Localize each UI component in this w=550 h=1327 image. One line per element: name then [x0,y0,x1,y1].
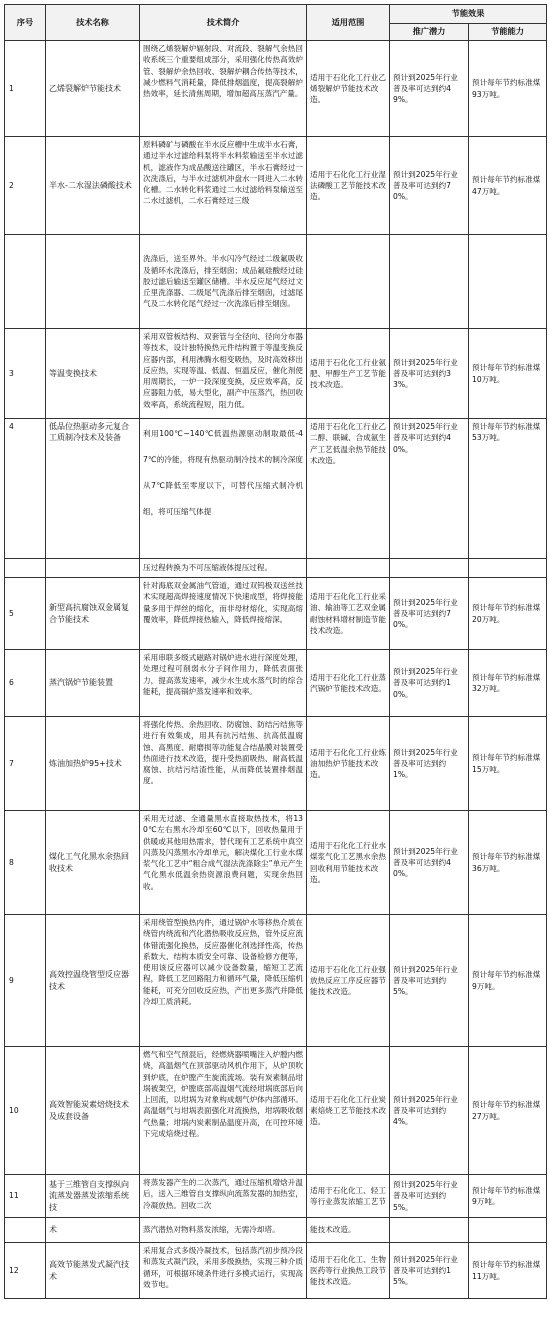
table-row [5,650,547,717]
row-capacity: 预计每年节约标准煤32万吨。 [469,650,547,717]
row-no: 6 [5,650,46,717]
row-tech-name: 新型高抗腐蚀双金属复合节能技术 [46,578,140,650]
row-capacity: 预计每年节约标准煤15万吨。 [469,717,547,811]
row-no: 1 [5,41,46,137]
table-row [5,915,547,1047]
table-row-continuation [5,559,547,578]
row-scope: 适用于石化化工行业氨肥、甲醇生产工艺节能技术改造。 [307,329,390,419]
row-no: 4 [5,419,46,559]
row-tech-name: 煤化工气化黑水余热回收技术 [46,811,140,915]
row-potential: 预计到2025年行业普及率可达到约15%。 [390,1243,469,1299]
row-scope: 适用于石化化工行业蒸汽锅炉节能技术改造。 [307,650,390,717]
row-tech-name: 高效控温绕管型反应器技术 [46,915,140,1047]
row-tech-intro: 采用串联多级式磁路对锅炉进水进行深度处理，处理过程可削弱水分子间作用力，降低表面张力，提高蒸发速率，减少水生成水蒸气时的综合能耗，提高锅炉蒸发速率和效率。 [140,650,307,717]
row-tech-intro: 将强化传热、余热回收、防腐蚀、防结污结焦等进行有效集成，用具有抗污结焦、抗高低温腐蚀、高黑度、耐磨损等功能复合结晶膜对装置受热面进行技术改造，提升受热面吸热、耐高低温腐蚀、抗结污结渣性能，从而降低装置排烟温度。 [140,717,307,811]
header-scope: 适用范围 [307,5,390,41]
row-tech-intro: 蒸汽潜热对物料蒸发浓缩，无需冷却塔。 [140,1218,307,1243]
row-tech-intro: 原料磷矿与磷酸在半水反应槽中生成半水石膏，通过半水过滤给料泵将半水料浆输送至半水过滤机，滤液作为成品酸送往罐区，半水石膏经过一次洗涤后，与半水过滤机冲盘水一同进入二水转化槽。二水转化料浆通过二水过滤给料泵输送至二水过滤机，二水石膏经过三级 [140,137,307,235]
row-tech-intro: 采用复合式多级冷凝技术，包括蒸汽初步预冷段和蒸发式凝汽段，采用多级换热，实现三种介质循环，可根据环境条件进行多模式运行，实现高效节电。 [140,1243,307,1299]
row-scope: 适用于石化化工、轻工等行业蒸发浓缩工艺节 [307,1175,390,1218]
row-no: 9 [5,915,46,1047]
header-no: 序号 [5,5,46,41]
row-tech-intro: 压过程转换为不可压缩液体提压过程。 [140,559,307,578]
row-potential: 预计到2025年行业普及率可达到约5%。 [390,915,469,1047]
row-scope: 适用于石化化工行业乙烯裂解炉节能技术改造。 [307,41,390,137]
row-capacity: 预计每年节约标准煤93万吨。 [469,41,547,137]
row-tech-name: 蒸汽锅炉节能装置 [46,650,140,717]
row-no: 3 [5,329,46,419]
row-potential: 预计到2025年行业普及率可达到约70%。 [390,578,469,650]
table-row [5,578,547,650]
table-row [5,717,547,811]
header-capacity: 节能能力 [469,24,547,41]
row-tech-name: 炼油加热炉95+技术 [46,717,140,811]
row-tech-name: 高效节能蒸发式凝汽技术 [46,1243,140,1299]
row-capacity: 预计每年节约标准煤9万吨。 [469,1175,547,1218]
row-tech-intro: 采用绕管型换热内件，通过锅炉水等移热介质在绕管内绕流和汽化潜热吸收反应热，管外反应流体错流强化换热，反应器催化剂选择性高，传热系数大、结构本质安全可靠、设备检修方便等，使用该反应器可以减少设备数量，缩短工艺流程，降低工艺回路阻力和循环气量，降低压缩机能耗，可充分回收反应热，产出更多蒸汽并降低冷却工质消耗。 [140,915,307,1047]
row-no: 11 [5,1175,46,1218]
row-scope: 能技术改造。 [307,1218,390,1243]
row-no: 12 [5,1243,46,1299]
row-tech-name: 术 [46,1218,140,1243]
row-no: 10 [5,1047,46,1175]
table-row [5,41,547,137]
row-tech-intro: 燃气和空气预混后，经燃烧器喷嘴注入炉膛内燃烧，高温烟气在顶部驱动风机作用下，从炉顶吹到炉底，在炉膛产生旋流流场。装有炭素制品坩埚被架空，炉膛底部高温烟气流经坩埚底部后向上回流，以坩埚为对象构成烟气炉体内部循环。高温烟气与坩埚表面强化对流换热，坩埚吸收烟气热量；坩埚内炭素制品温度升高，在可控环境下完成焙烧过程。 [140,1047,307,1175]
row-tech-name: 低品位热驱动多元复合工质制冷技术及装备 [46,419,140,559]
row-potential: 预计到2025年行业普及率可达到约40%。 [390,419,469,559]
row-tech-name: 等温变换技术 [46,329,140,419]
header-energy-effect: 节能效果 [390,5,547,24]
row-scope: 适用于石化化工行业炼油加热炉节能技术改造。 [307,717,390,811]
row-scope: 适用于石化化工行业乙二醇、联碱、合成氨生产工艺低温余热节能技术改造。 [307,419,390,559]
row-no: 5 [5,578,46,650]
row-scope: 适用于石化化工行业湿法磷酸工艺节能技术改造。 [307,137,390,235]
row-tech-name: 高效智能炭素焙烧技术及成套设备 [46,1047,140,1175]
table-row [5,1047,547,1175]
energy-saving-technology-table [4,4,547,1299]
row-tech-intro: 洗涤后，送至界外。半水闪冷气经过二级氟吸收及循环水洗涤后，排至烟囱；成品氟硅酸经过硅胶过滤后输送至罐区储槽。半水反应尾气经过文丘里洗涤器、二级尾气洗涤后排至烟囱，过滤尾气及二水转化尾气经过一次洗涤后排至烟囱。 [140,235,307,329]
row-capacity: 预计每年节约标准煤53万吨。 [469,419,547,559]
row-scope: 适用于石化化工行业强放热反应工序反应器节能技术改造。 [307,915,390,1047]
row-scope: 适用于石化化工行业炭素焙烧工艺节能技术改造。 [307,1047,390,1175]
row-potential: 预计到2025年行业普及率可达到约40%。 [390,811,469,915]
row-capacity: 预计每年节约标准煤9万吨。 [469,915,547,1047]
table-row [5,419,547,559]
row-scope: 适用于石化化工行业采油、输油等工艺双金属耐蚀材料增材制造节能技术改造。 [307,578,390,650]
row-tech-intro: 采用无过滤、全通量黑水直接取热技术，将130℃左右黑水冷却至60℃以下，回收热量用于供暖或其他用热需求，替代现有工艺系统中真空闪蒸及闪蒸黑水冷却单元，解决煤化工行业水煤浆气化工艺中“粗合成气湿法洗涤除尘”单元产生气化黑水低温余热资源浪费问题，实现余热回收。 [140,811,307,915]
row-potential: 预计到2025年行业普及率可达到约10%。 [390,650,469,717]
row-capacity: 预计每年节约标准煤47万吨。 [469,137,547,235]
header-tech-name: 技术名称 [46,5,140,41]
row-tech-intro: 围绕乙烯裂解炉辐射段、对流段、裂解气余热回收系统三个重要组成部分，采用强化传热高效炉管、裂解炉余热回收、裂解炉耦合传热等技术，减少燃料气消耗量，降低排烟温度，提高裂解炉热效率，延长清焦周期，增加超高压蒸汽产量。 [140,41,307,137]
row-capacity: 预计每年节约标准煤10万吨。 [469,329,547,419]
row-capacity: 预计每年节约标准煤27万吨。 [469,1047,547,1175]
table-row [5,811,547,915]
row-scope: 适用于石化化工、生物医药等行业换热工段节能技术改造。 [307,1243,390,1299]
row-potential: 预计到2025年行业普及率可达到约5%。 [390,1175,469,1218]
header-potential: 推广潜力 [390,24,469,41]
row-tech-intro: 针对海底双金属油气管道，通过双钨极双送丝技术实现超高焊接速度情况下快速成型，将焊接能量多用于焊丝的熔化，而非母材熔化，实现高熔覆效率，降低焊接热输入，降低焊接熔深。 [140,578,307,650]
table-row-continuation [5,1218,547,1243]
header-tech-intro: 技术简介 [140,5,307,41]
row-potential: 预计到2025年行业普及率可达到约1%。 [390,717,469,811]
row-tech-name: 乙烯裂解炉节能技术 [46,41,140,137]
row-capacity: 预计每年节约标准煤20万吨。 [469,578,547,650]
row-tech-intro: 利用100℃~140℃低温热源驱动制取最低-47℃的冷能，将现有热驱动制冷技术的制冷深度从7℃降低至零度以下，可替代压缩式制冷机组，将可压缩气体提 [140,419,307,559]
row-tech-intro: 将蒸发器产生的二次蒸汽，通过压缩机增焓升温后，送入三维管自支撑纵向流蒸发器的加热室，冷凝放热。回收二次 [140,1175,307,1218]
row-tech-intro: 采用双管板结构、双套管与全径向、径向分布器等技术，设计独特换热元件结构置于等温变换反应器内部，利用沸腾水相变吸热，及时高效移出反应热，实现等温、低温、恒温反应，催化剂使用周期长，一炉一段深度变换，反应效率高，反应器阻力低，易大型化，副产中压蒸汽，热回收效率高，系统流程短，阻力低。 [140,329,307,419]
table-row [5,137,547,235]
row-scope: 适用于石化化工行业水煤浆气化工艺黑水余热回收利用节能技术改造。 [307,811,390,915]
table-row [5,1175,547,1218]
table-row [5,1243,547,1299]
row-capacity: 预计每年节约标准煤36万吨。 [469,811,547,915]
row-potential: 预计到2025年行业普及率可达到约49%。 [390,41,469,137]
row-tech-name: 半水-二水湿法磷酸技术 [46,137,140,235]
table-row-continuation [5,235,547,329]
row-potential: 预计到2025年行业普及率可达到约33%。 [390,329,469,419]
row-no: 2 [5,137,46,235]
row-potential: 预计到2025年行业普及率可达到约4%。 [390,1047,469,1175]
row-potential: 预计到2025年行业普及率可达到约70%。 [390,137,469,235]
table-row [5,329,547,419]
row-tech-name: 基于三维管自支撑纵向流蒸发器蒸发浓缩系统技 [46,1175,140,1218]
row-no: 8 [5,811,46,915]
row-capacity: 预计每年节约标准煤11万吨。 [469,1243,547,1299]
row-no: 7 [5,717,46,811]
